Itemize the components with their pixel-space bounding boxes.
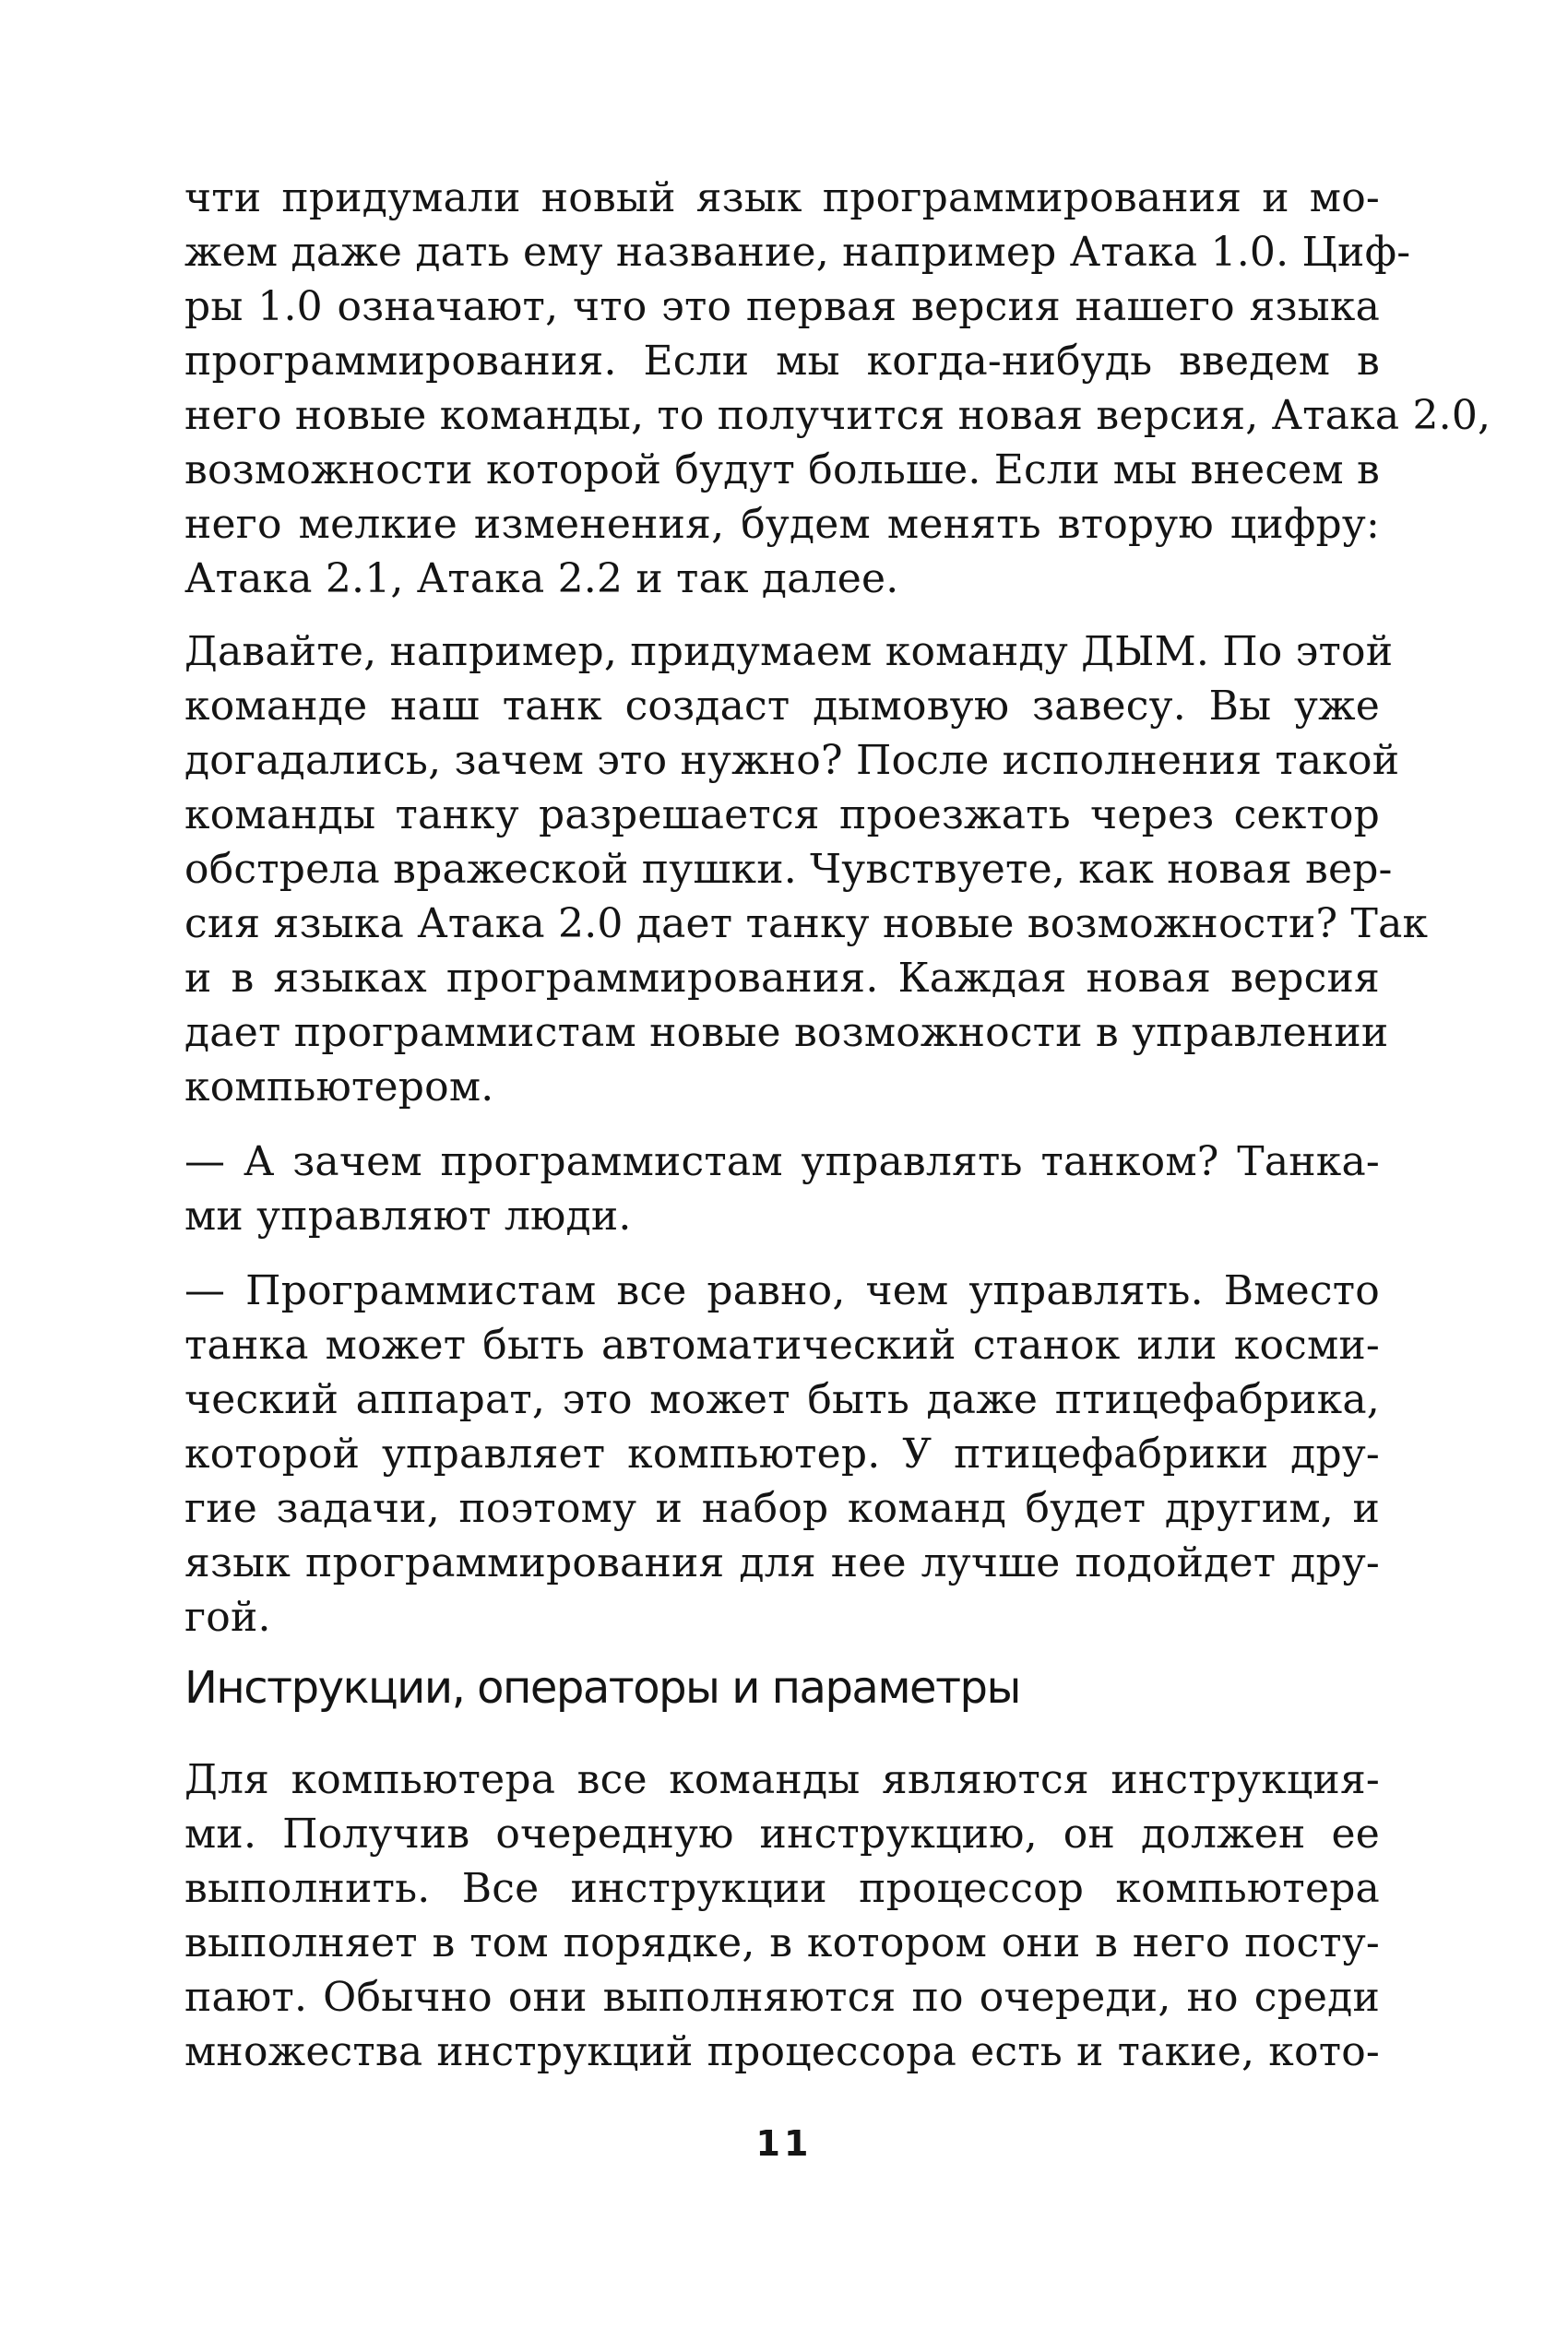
paragraph-4 [184,1264,1380,1645]
text-line: ческий аппарат, это может быть даже птицефабрика, [184,1376,1380,1423]
text-line: — А зачем программистам управлять танком? Танка- [184,1138,1380,1185]
paragraph-1 [184,171,1491,606]
text-line: дает программистам новые возможности в управлении [184,1009,1389,1056]
text-line: и в языках программирования. Каждая новая версия [184,955,1380,1002]
text-line: Атака 2.1, Атака 2.2 и так далее. [184,555,899,602]
paragraph-3 [184,1134,1380,1243]
text-line: команды танку разрешается проезжать через сектор [184,791,1380,838]
text-line: танка может быть автоматический станок или косми- [184,1322,1380,1369]
paragraph-5 [184,1752,1380,2079]
text-line: сия языка Атака 2.0 дает танку новые возможности? Так [184,900,1429,947]
text-line: ры 1.0 означают, что это первая версия нашего языка [184,283,1380,330]
section-heading: Инструкции, операторы и параметры [184,1662,1020,1714]
text-line: программирования. Если мы когда-нибудь введем в [184,338,1380,385]
text-line: гие задачи, поэтому и набор команд будет другим, и [184,1485,1380,1532]
text-line: Давайте, например, придумаем команду ДЫМ. По этой [184,628,1394,675]
text-line: Для компьютера все команды являются инструкция- [184,1756,1380,1803]
text-line: жем даже дать ему название, например Атака 1.0. Циф- [184,229,1411,276]
text-line: язык программирования для нее лучше подойдет дру- [184,1539,1380,1586]
text-line: пают. Обычно они выполняются по очереди, но среди [184,1974,1380,2021]
text-line: выполнить. Все инструкции процессор компьютера [184,1865,1380,1912]
text-line: — Программистам все равно, чем управлять. Вместо [184,1267,1380,1314]
page-number: 11 [755,2123,813,2164]
text-line: выполняет в том порядке, в котором они в него посту- [184,1919,1380,1966]
text-line: которой управляет компьютер. У птицефабрики дру- [184,1431,1380,1478]
text-line: обстрела вражеской пушки. Чувствуете, как новая вер- [184,846,1393,893]
paragraph-2 [184,624,1429,1114]
text-line: чти придумали новый язык программирования и мо- [184,174,1380,221]
text-line: гой. [184,1594,271,1641]
text-line: множества инструкций процессора есть и такие, кото- [184,2028,1380,2075]
text-line: ми. Получив очередную инструкцию, он должен ее [184,1811,1380,1858]
text-line: него новые команды, то получится новая версия, Атака 2.0, [184,392,1491,439]
text-line: догадались, зачем это нужно? После исполнения такой [184,737,1400,784]
text-line: возможности которой будут больше. Если мы внесем в [184,446,1380,493]
text-line: команде наш танк создаст дымовую завесу. Вы уже [184,683,1380,730]
text-line: компьютером. [184,1063,494,1111]
text-line: него мелкие изменения, будем менять вторую цифру: [184,501,1380,548]
text-line: ми управляют люди. [184,1193,632,1240]
